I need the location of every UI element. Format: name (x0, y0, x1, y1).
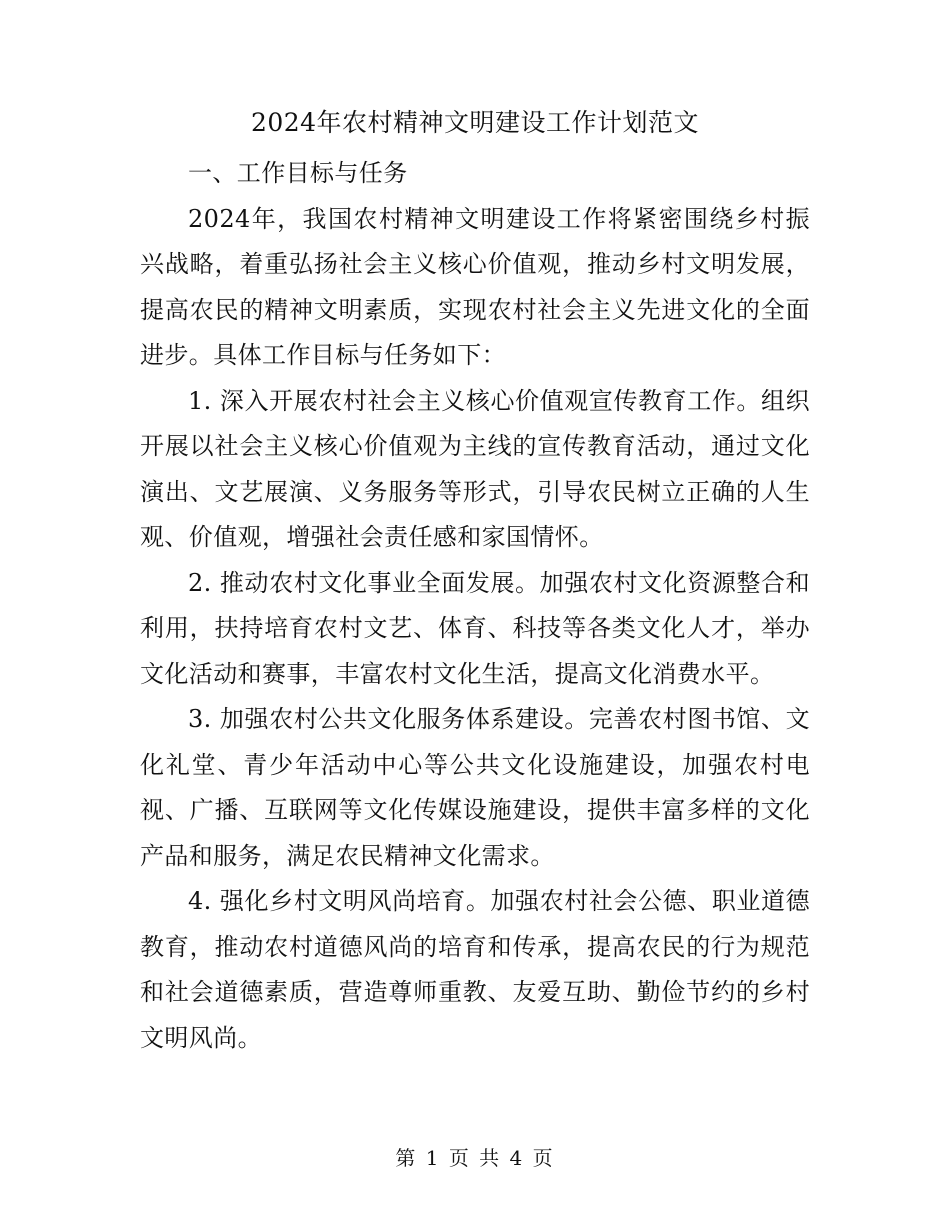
page-number: 第 1 页 共 4 页 (395, 1146, 555, 1170)
document-body (140, 151, 810, 1061)
list-item: 1. 深入开展农村社会主义核心价值观宣传教育工作。组织开展以社会主义核心价值观为主线的宣传教育活动，通过文化演出、文艺展演、义务服务等形式，引导农民树立正确的人生观、价值观，增强社会责任感和家国情怀。 (140, 386, 810, 551)
section-heading: 一、工作目标与任务 (188, 159, 408, 187)
list-item: 4. 强化乡村文明风尚培育。加强农村社会公德、职业道德教育，推动农村道德风尚的培育和传承，提高农民的行为规范和社会道德素质，营造尊师重教、友爱互助、勤俭节约的乡村文明风尚。 (140, 887, 810, 1052)
list-item: 3. 加强农村公共文化服务体系建设。完善农村图书馆、文化礼堂、青少年活动中心等公共文化设施建设，加强农村电视、广播、互联网等文化传媒设施建设，提供丰富多样的文化产品和服务，满足农民精神文化需求。 (140, 705, 810, 870)
document-title: 2024年农村精神文明建设工作计划范文 (250, 108, 700, 137)
list-item: 2. 推动农村文化事业全面发展。加强农村文化资源整合和利用，扶持培育农村文艺、体育、科技等各类文化人才，举办文化活动和赛事，丰富农村文化生活，提高文化消费水平。 (140, 568, 810, 688)
intro-paragraph: 2024年，我国农村精神文明建设工作将紧密围绕乡村振兴战略，着重弘扬社会主义核心价值观，推动乡村文明发展，提高农民的精神文明素质，实现农村社会主义先进文化的全面进步。具体工作目标与任务如下： (140, 204, 810, 369)
